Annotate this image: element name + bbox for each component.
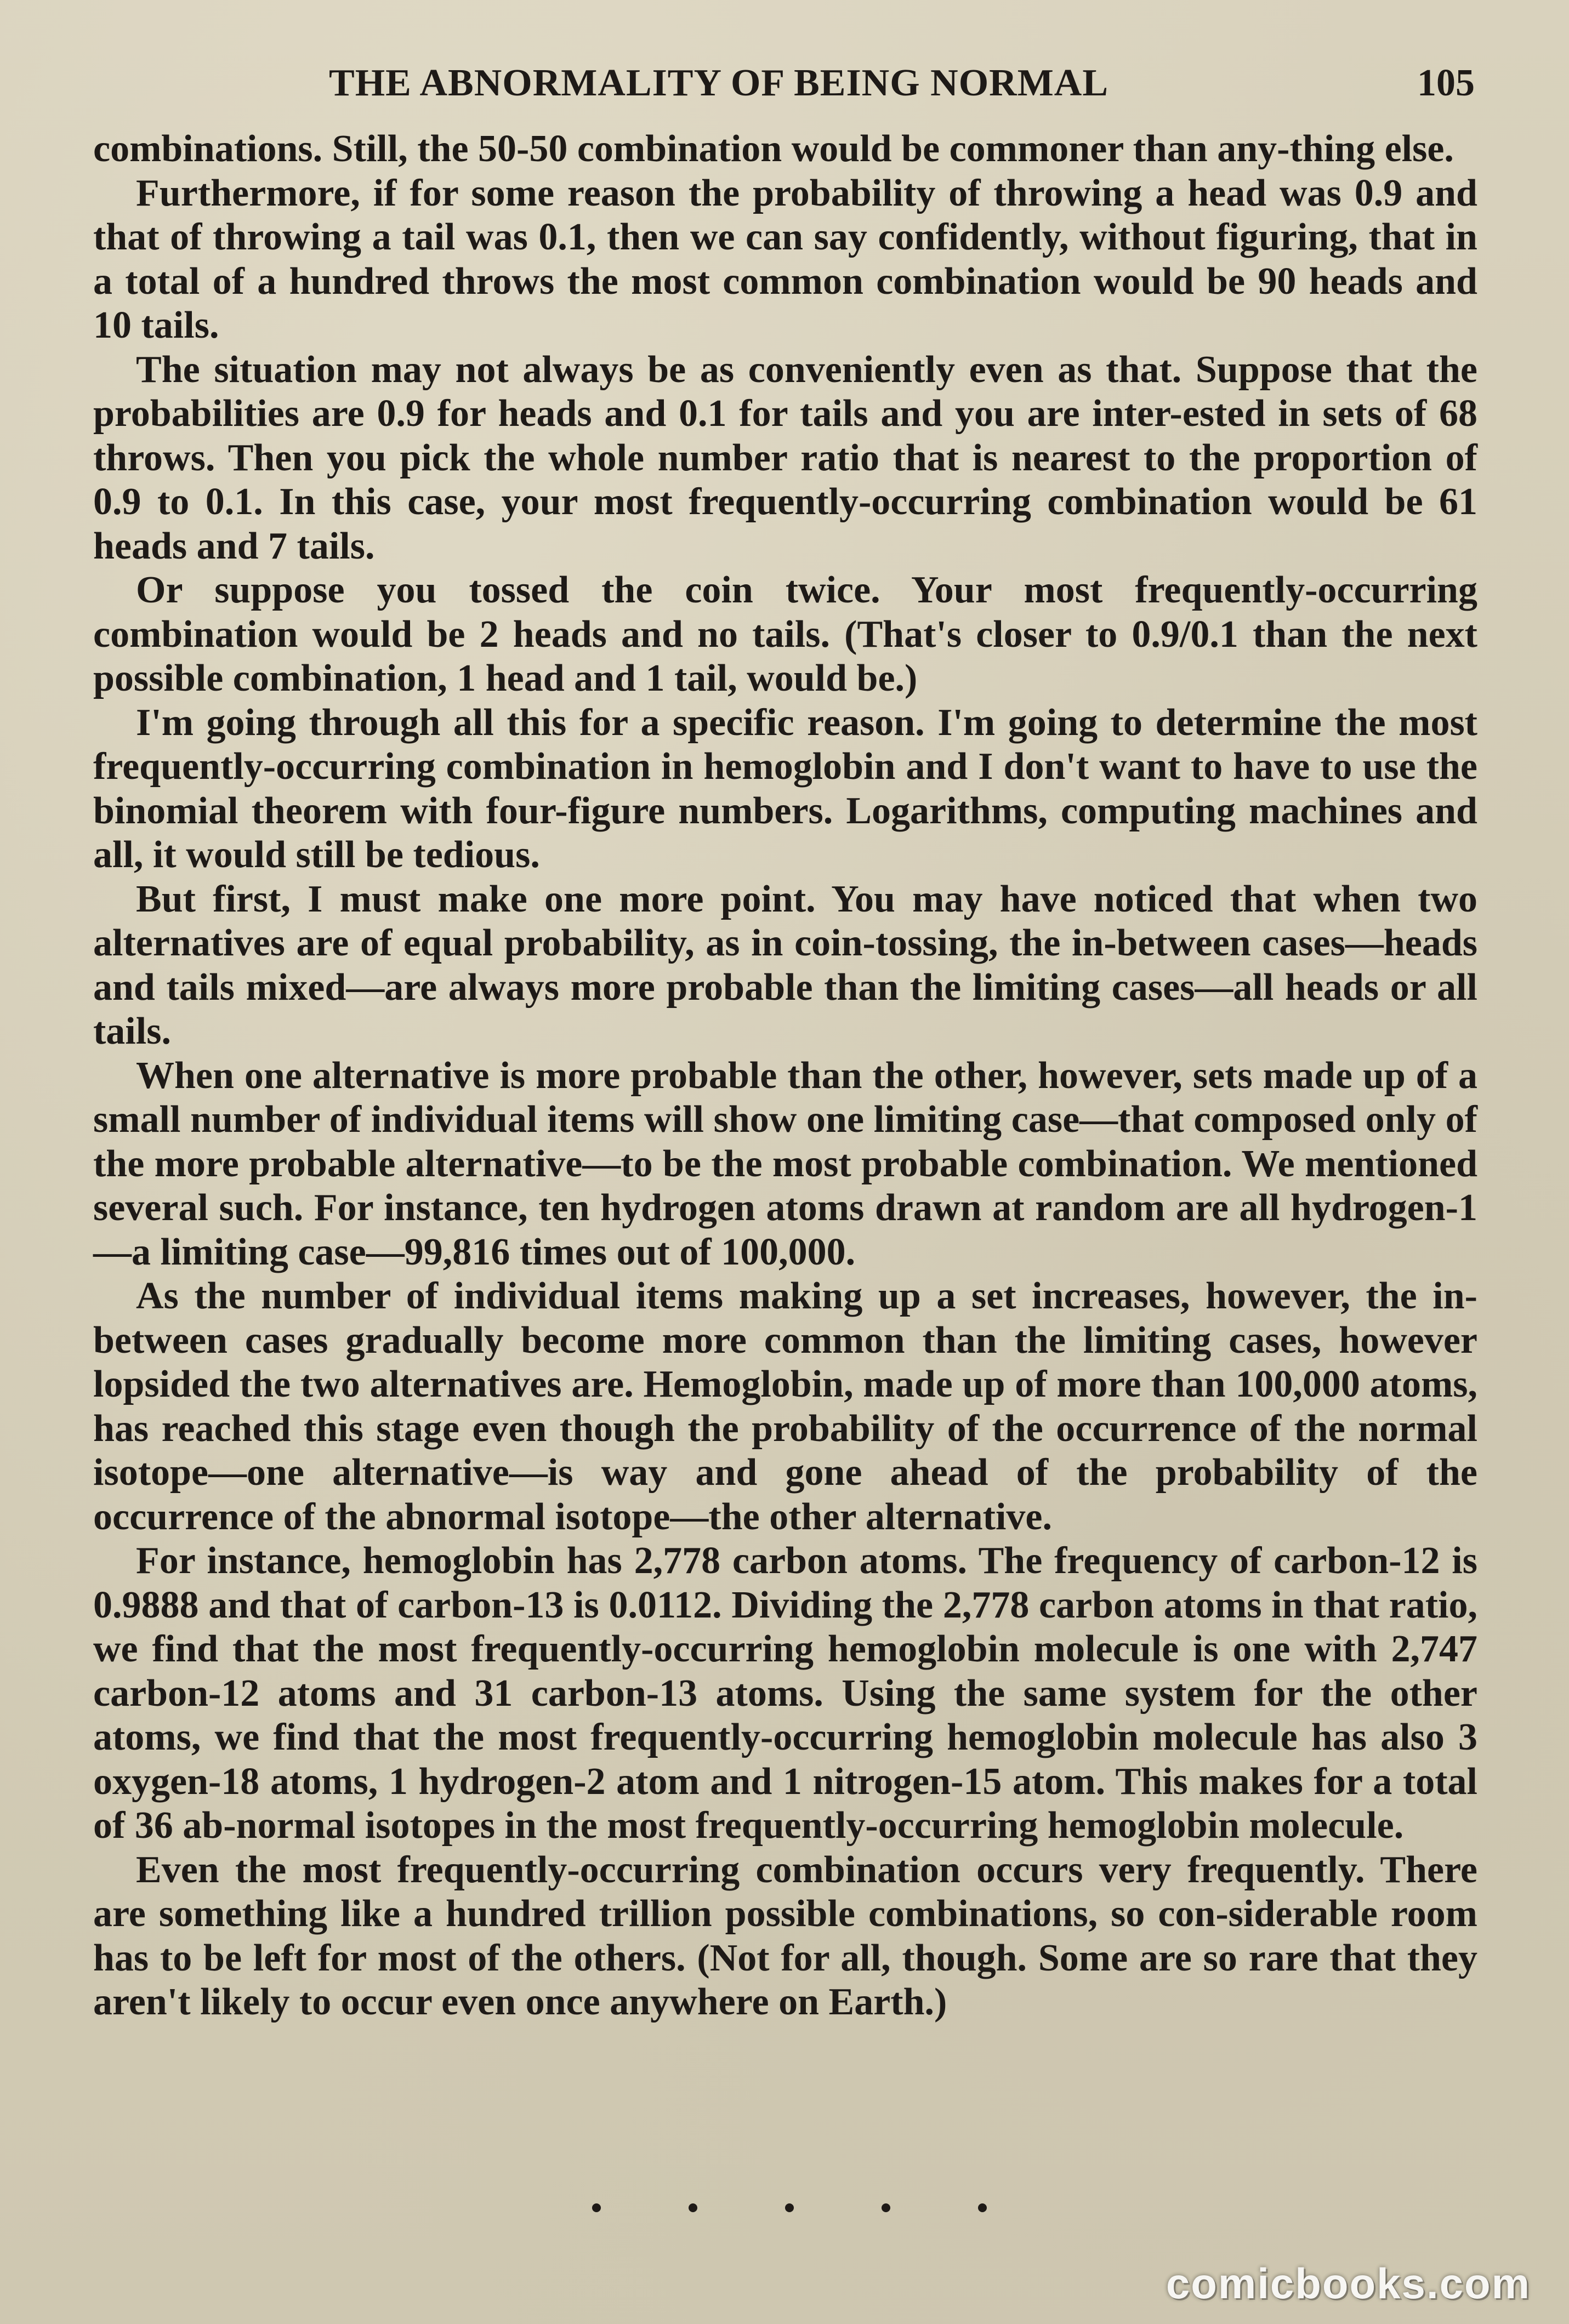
page-header xyxy=(93,61,1475,116)
watermark: comicbooks.com xyxy=(1166,2259,1531,2308)
paragraph: I'm going through all this for a specific reason. I'm going to determine the most frequently-occurring combination in hemoglobin and I don't want to have to use the binomial theorem with four-figure numbers. Logarithms, computing machines and all, it would still be tedious. xyxy=(93,701,1477,876)
paragraph: For instance, hemoglobin has 2,778 carbon atoms. The frequency of carbon-12 is 0.9888 and that of carbon-13 is 0.0112. Dividing the 2,778 carbon atoms in that ratio, we find that the most frequently-occurring hemoglobin molecule is one with 2,747 carbon-12 atoms and 31 carbon-13 atoms. Using the same system for the other atoms, we find that the most frequently-occurring hemoglobin molecule has also 3 oxygen-18 atoms, 1 hydrogen-2 atom and 1 nitrogen-15 atom. This makes for a total of 36 ab-normal isotopes in the most frequently-occurring hemoglobin molecule. xyxy=(93,1540,1477,1847)
paragraph: Even the most frequently-occurring combination occurs very frequently. There are something like a hundred trillion possible combinations, so con-siderable room has to be left for most of the others. (Not for all, though. Some are so rare that they aren't likely to occur even once anywhere on Earth.) xyxy=(93,1848,1477,2023)
paragraph: combinations. Still, the 50-50 combination would be commoner than any-thing else. xyxy=(93,128,1454,170)
paragraph: Or suppose you tossed the coin twice. Your most frequently-occurring combination would be 2 heads and no tails. (That's closer to 0.9/0.1 than the next possible combination, 1 head and 1 tail, would be.) xyxy=(93,569,1477,699)
paragraph: Furthermore, if for some reason the probability of throwing a head was 0.9 and that of throwing a tail was 0.1, then we can say confidently, without figuring, that in a total of a hundred throws the most common combination would be 90 heads and 10 tails. xyxy=(93,172,1477,346)
section-break-dot xyxy=(592,2203,601,2212)
paragraph: When one alternative is more probable than the other, however, sets made up of a small number of individual items will show one limiting case—that composed only of the more probable alternative—to be the most probable combination. We mentioned several such. For instance, ten hydrogen atoms drawn at random are all hydrogen-1—a limiting case—99,816 times out of 100,000. xyxy=(93,1054,1477,1273)
section-break-dot xyxy=(785,2203,794,2212)
section-break-dot xyxy=(978,2203,987,2212)
section-break-dots xyxy=(592,2203,987,2225)
body-text xyxy=(93,127,1477,2025)
section-break-dot xyxy=(882,2203,890,2212)
paragraph: But first, I must make one more point. You may have noticed that when two alternatives are of equal probability, as in coin-tossing, the in-between cases—heads and tails mixed—are always more probable than the limiting cases—all heads or all tails. xyxy=(93,878,1477,1052)
section-break-dot xyxy=(689,2203,697,2212)
running-title: THE ABNORMALITY OF BEING NORMAL xyxy=(329,62,1109,104)
paragraph: As the number of individual items making up a set increases, however, the in-between cases gradually become more common than the limiting cases, however lopsided the two alternatives are. Hemoglobin, made up of more than 100,000 atoms, has reached this stage even though the probability of the occurrence of the normal isotope—one alternative—is way and gone ahead of the probability of the occurrence of the abnormal isotope—the other alternative. xyxy=(93,1275,1477,1538)
paragraph: The situation may not always be as conveniently even as that. Suppose that the probabilities are 0.9 for heads and 0.1 for tails and you are inter-ested in sets of 68 throws. Then you pick the whole number ratio that is nearest to the proportion of 0.9 to 0.1. In this case, your most frequently-occurring combination would be 61 heads and 7 tails. xyxy=(93,348,1477,567)
page-number: 105 xyxy=(1417,62,1475,104)
